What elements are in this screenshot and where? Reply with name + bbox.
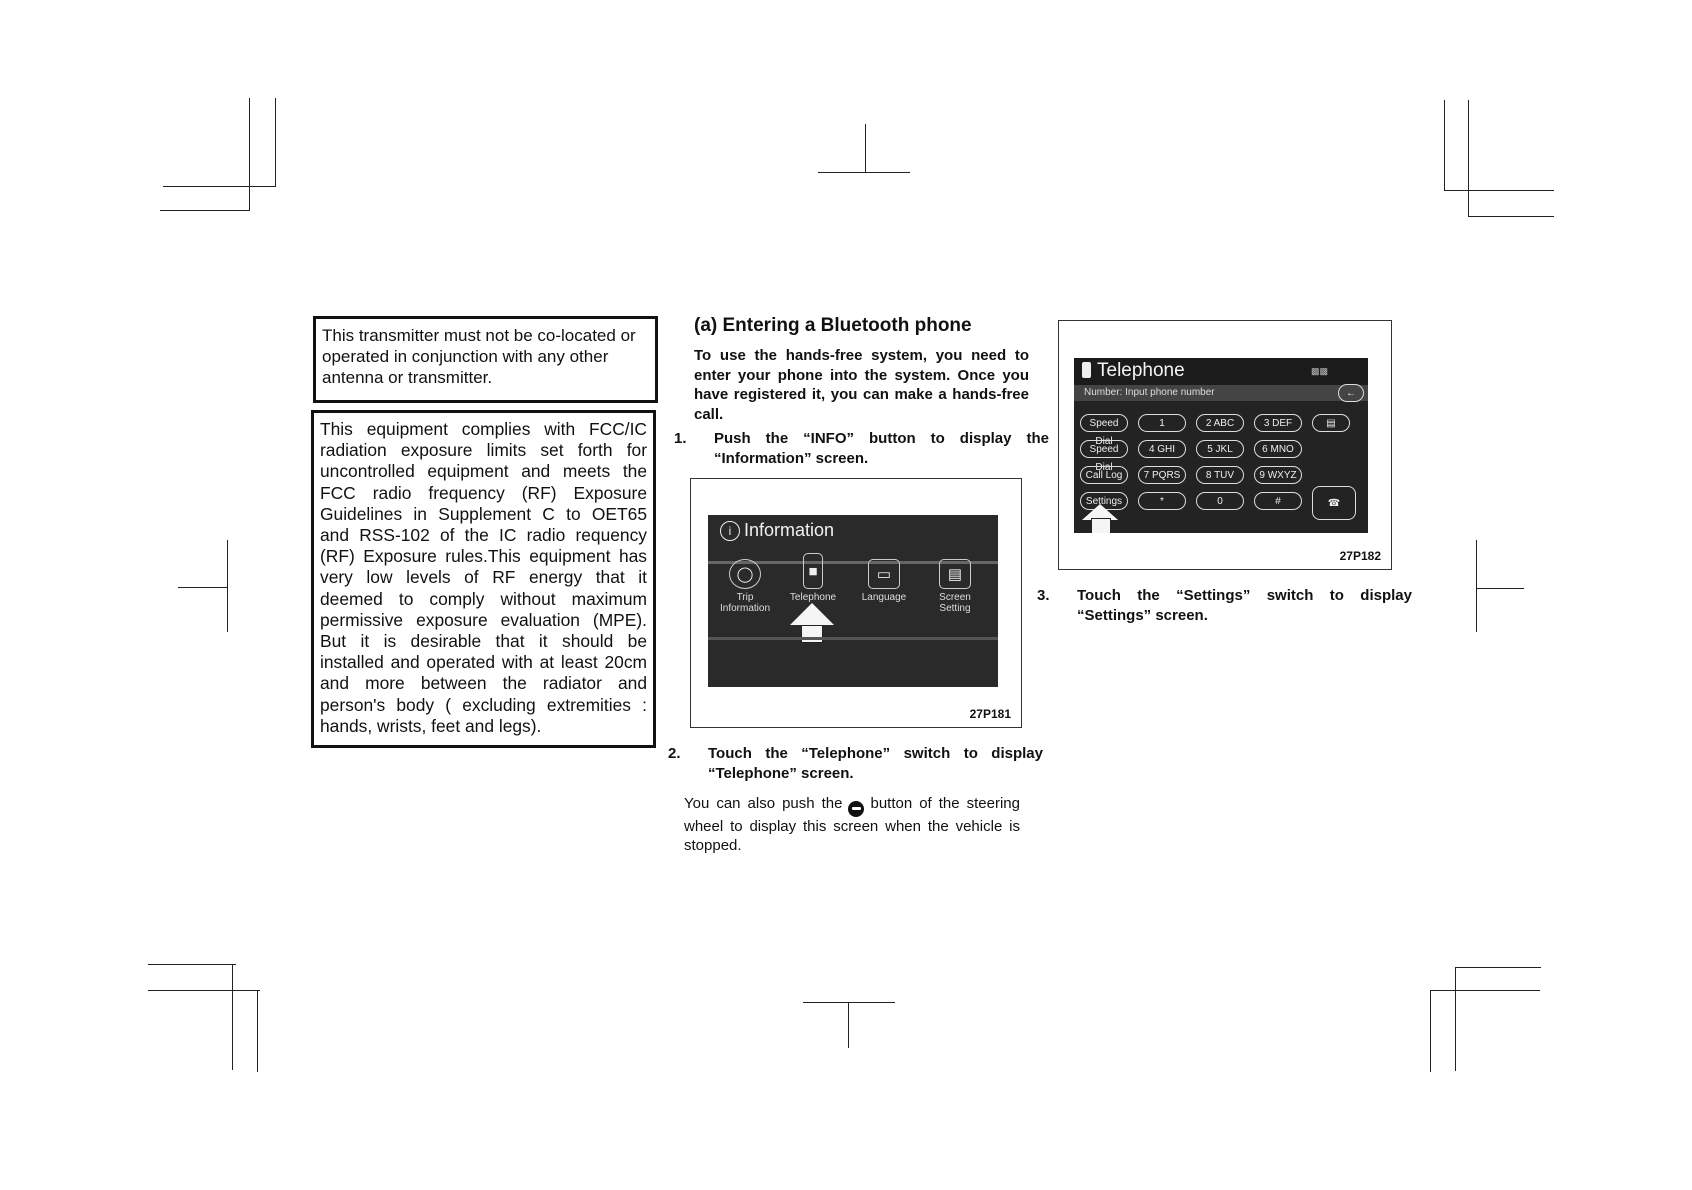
key-2[interactable]: 2 ABC — [1196, 414, 1244, 432]
phonebook-button[interactable]: ▤ — [1312, 414, 1350, 432]
crop-mark — [275, 98, 276, 186]
crop-mark — [865, 124, 866, 172]
steering-wheel-note — [684, 794, 1020, 856]
key-4[interactable]: 4 GHI — [1138, 440, 1186, 458]
colocation-notice-text: This transmitter must not be co-located or operated in conjunction with any other antenna or transmitter. — [322, 326, 636, 387]
figure-label: 27P182 — [1339, 549, 1381, 563]
telephone-screen-figure — [1058, 320, 1392, 570]
crop-mark — [160, 210, 250, 211]
crop-mark — [1444, 100, 1445, 190]
crop-mark — [227, 540, 228, 632]
icon-label: Language — [861, 592, 907, 603]
note-text-after: button of the steering wheel to display this screen when the vehicle is stopped. — [684, 795, 1020, 854]
figure-label: 27P181 — [969, 707, 1011, 721]
key-5[interactable]: 5 JKL — [1196, 440, 1244, 458]
step-text: Touch the “Settings” switch to display “Settings” screen. — [1077, 587, 1412, 624]
number-input[interactable]: Number: Input phone number — [1074, 385, 1368, 401]
phone-icon: ■ — [803, 553, 823, 589]
key-1[interactable]: 1 — [1138, 414, 1186, 432]
note-text-before: You can also push the — [684, 795, 843, 812]
crop-mark — [1455, 967, 1541, 968]
key-9[interactable]: 9 WXYZ — [1254, 466, 1302, 484]
key-8[interactable]: 8 TUV — [1196, 466, 1244, 484]
colocation-notice-box — [313, 316, 658, 403]
step-2 — [668, 744, 1043, 783]
arrow-stem — [1091, 518, 1111, 533]
information-screen — [708, 515, 998, 687]
step-3 — [1037, 586, 1412, 625]
call-log-button[interactable]: Call Log — [1080, 466, 1128, 484]
trip-icon: ◯ — [729, 559, 761, 589]
arrow-up-icon — [790, 603, 834, 625]
icon-label: Screen Setting — [939, 592, 971, 614]
crop-mark — [163, 186, 276, 187]
step-1 — [674, 429, 1049, 468]
steering-phone-icon — [848, 801, 864, 817]
key-hash[interactable]: # — [1254, 492, 1302, 510]
step-text: Touch the “Telephone” switch to display “Telephone” screen. — [708, 745, 1043, 782]
display-icon: ▤ — [939, 559, 971, 589]
icon-label: Telephone — [789, 592, 837, 603]
speed-dial-2-button[interactable]: Speed Dial — [1080, 440, 1128, 458]
crop-mark — [178, 587, 228, 588]
crop-mark — [148, 990, 260, 991]
language-icon[interactable] — [858, 559, 910, 603]
step-number: 2. — [668, 745, 681, 762]
crop-mark — [1468, 216, 1554, 217]
step-number: 3. — [1037, 587, 1050, 604]
crop-mark — [148, 964, 236, 965]
crop-mark — [1476, 540, 1477, 632]
key-3[interactable]: 3 DEF — [1254, 414, 1302, 432]
crop-mark — [1444, 190, 1554, 191]
arrow-stem — [801, 625, 823, 643]
crop-mark — [232, 964, 233, 1070]
crop-mark — [1430, 990, 1540, 991]
backspace-button[interactable]: ← — [1338, 384, 1364, 402]
settings-button[interactable]: Settings — [1080, 492, 1128, 510]
phone-icon — [1082, 362, 1091, 378]
icon-label: Trip Information — [720, 592, 771, 614]
section-heading: (a) Entering a Bluetooth phone — [694, 315, 972, 336]
book-icon: ▭ — [868, 559, 900, 589]
telephone-title-text: Telephone — [1097, 360, 1185, 381]
crop-mark — [1455, 967, 1456, 1071]
crop-mark — [1468, 100, 1469, 216]
telephone-header — [1074, 358, 1368, 386]
rf-exposure-notice-text: This equipment complies with FCC/IC radiation exposure limits set forth for uncontrolled equipment and meets the FCC radio frequency (RF) Exposure Guidelines in Supplement C to OET65 and RSS-102 of the IC radio requency (RF) Exposure rules.This equipment has very low levels of RF energy that it deemed to comply without maximum permissive exposure evaluation (MPE). But it is desirable that it should be installed and operated with at least 20cm and more between the radiator and person's body ( excluding extremities : hands, wrists, feet and legs). — [320, 419, 647, 736]
crop-mark — [803, 1002, 895, 1003]
crop-mark — [257, 990, 258, 1072]
key-6[interactable]: 6 MNO — [1254, 440, 1302, 458]
crop-mark — [249, 98, 250, 210]
crop-mark — [818, 172, 910, 173]
key-7[interactable]: 7 PQRS — [1138, 466, 1186, 484]
telephone-icon[interactable] — [788, 553, 838, 603]
divider — [708, 637, 998, 640]
step-text: Push the “INFO” button to display the “Information” screen. — [714, 430, 1049, 467]
telephone-screen — [1074, 358, 1368, 533]
key-star[interactable]: * — [1138, 492, 1186, 510]
info-circle-icon: i — [720, 521, 740, 541]
information-screen-figure — [690, 478, 1022, 728]
crop-mark — [1476, 588, 1524, 589]
speed-dial-button[interactable]: Speed Dial — [1080, 414, 1128, 432]
signal-status-icon: ▩▩ — [1310, 366, 1328, 376]
screen-setting-icon[interactable] — [930, 559, 980, 614]
rf-exposure-notice-box — [311, 410, 656, 748]
telephone-title — [1082, 360, 1185, 382]
crop-mark — [848, 1002, 849, 1048]
screen-title — [720, 520, 834, 541]
key-0[interactable]: 0 — [1196, 492, 1244, 510]
intro-paragraph: To use the hands-free system, you need to enter your phone into the system. Once you have registered it, you can make a hands-free call. — [694, 347, 1029, 423]
step-number: 1. — [674, 430, 687, 447]
trip-information-icon[interactable] — [720, 559, 770, 614]
crop-mark — [1430, 990, 1431, 1072]
screen-title-text: Information — [744, 520, 835, 540]
call-button[interactable]: ☎ — [1312, 486, 1356, 520]
